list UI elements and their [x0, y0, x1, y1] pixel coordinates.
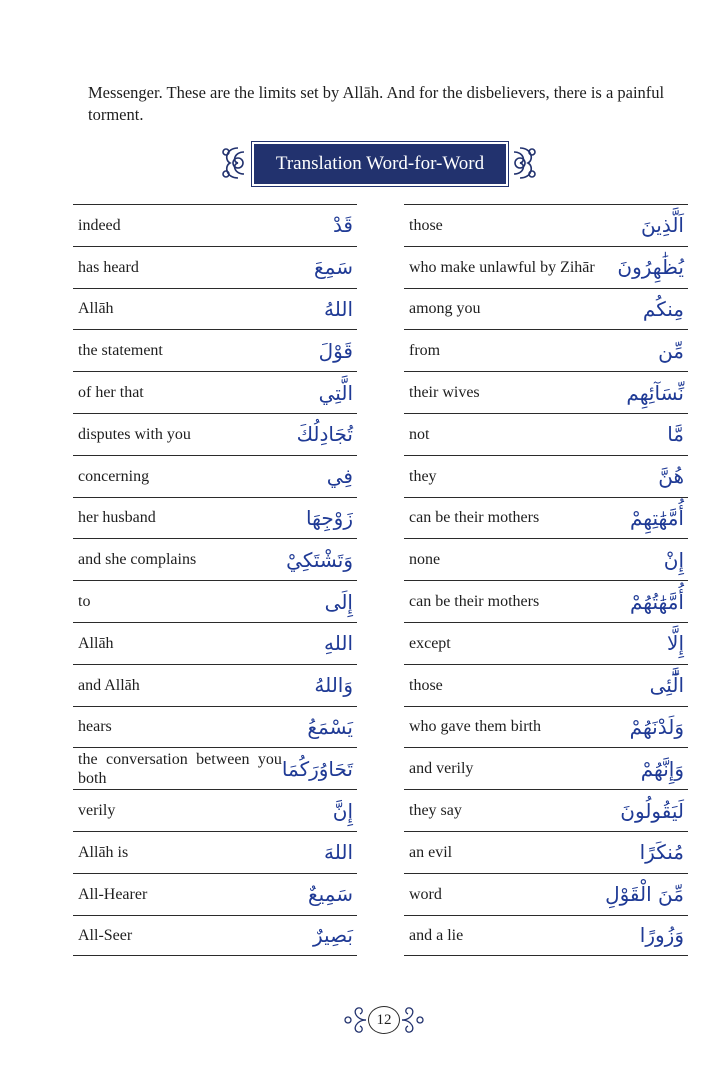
arabic-word: تُجَادِلُكَ — [296, 422, 353, 447]
table-row — [73, 329, 357, 371]
arabic-word: اللهِ — [324, 631, 353, 656]
english-meaning: Allāh — [78, 634, 114, 652]
table-row — [404, 413, 688, 455]
arabic-word: يَسْمَعُ — [307, 714, 353, 739]
table-row — [73, 246, 357, 288]
table-row — [404, 831, 688, 873]
arabic-word: إِلَى — [324, 589, 353, 614]
arabic-word: قَوْلَ — [318, 338, 353, 363]
arabic-word: سَمِيعٌ — [308, 882, 353, 907]
arabic-word: تَحَاوُرَكُمَا — [281, 756, 353, 781]
english-meaning: and she complains — [78, 551, 197, 569]
english-meaning: not — [409, 425, 430, 443]
table-row — [404, 747, 688, 789]
table-row — [73, 288, 357, 330]
english-meaning: can be their mothers — [409, 509, 540, 527]
table-row — [73, 371, 357, 413]
english-meaning: has heard — [78, 258, 139, 276]
table-row — [73, 789, 357, 831]
english-meaning: Allāh is — [78, 843, 129, 861]
arabic-word: لَيَقُولُونَ — [620, 798, 684, 823]
table-row — [73, 580, 357, 622]
english-meaning: can be their mothers — [409, 593, 540, 611]
english-meaning: verily — [78, 802, 116, 820]
table-row — [73, 915, 357, 957]
table-row — [404, 246, 688, 288]
footer-ornament-left-icon — [340, 1000, 370, 1040]
table-row — [73, 455, 357, 497]
arabic-word: اللهَ — [324, 840, 353, 865]
table-row — [73, 497, 357, 539]
arabic-word: يُظَٰهِرُونَ — [617, 255, 684, 280]
ornament-right-icon — [500, 140, 540, 186]
arabic-word: بَصِيرٌ — [313, 923, 353, 948]
table-row — [73, 622, 357, 664]
arabic-word: وَزُورًا — [639, 923, 684, 948]
arabic-word: وَإِنَّهُمْ — [640, 756, 684, 781]
table-row — [73, 747, 357, 789]
english-meaning: and verily — [409, 760, 474, 778]
table-row — [404, 329, 688, 371]
arabic-word: هُنَّ — [658, 464, 684, 489]
arabic-word: وَاللهُ — [314, 673, 353, 698]
english-meaning: who make unlawful by Zihār — [409, 258, 595, 276]
arabic-word: إِنَّ — [332, 798, 353, 823]
english-meaning: none — [409, 551, 441, 569]
table-row — [404, 538, 688, 580]
arabic-word: سَمِعَ — [314, 255, 353, 280]
footer-ornament-right-icon — [398, 1000, 428, 1040]
english-meaning: word — [409, 885, 442, 903]
table-row — [73, 831, 357, 873]
english-meaning: All-Hearer — [78, 885, 148, 903]
table-row — [404, 664, 688, 706]
table-row — [404, 455, 688, 497]
english-meaning: those — [409, 216, 443, 234]
arabic-word: مَّا — [667, 422, 684, 447]
banner-title: Translation Word-for-Word — [252, 142, 508, 186]
english-meaning: the conversation between you both — [78, 750, 282, 787]
english-meaning: concerning — [78, 467, 150, 485]
table-row — [73, 204, 357, 246]
table-row — [404, 873, 688, 915]
table-row — [404, 371, 688, 413]
english-meaning: from — [409, 342, 441, 360]
arabic-word: أُمَّهَٰتِهِمْ — [629, 505, 684, 530]
arabic-word: الَّتِي — [318, 380, 353, 405]
english-meaning: and a lie — [409, 926, 464, 944]
arabic-word: اَلَّذِينَ — [641, 213, 684, 238]
english-meaning: to — [78, 593, 91, 611]
table-row — [404, 706, 688, 748]
section-banner — [218, 140, 540, 186]
table-row — [73, 413, 357, 455]
english-meaning: they say — [409, 802, 462, 820]
english-meaning: disputes with you — [78, 425, 191, 443]
arabic-word: زَوْجِهَا — [306, 505, 353, 530]
table-row — [404, 288, 688, 330]
english-meaning: except — [409, 634, 451, 652]
english-meaning: among you — [409, 300, 481, 318]
arabic-word: وَلَدْنَهُمْ — [629, 714, 684, 739]
english-meaning: her husband — [78, 509, 156, 527]
english-meaning: Allāh — [78, 300, 114, 318]
table-row — [404, 497, 688, 539]
arabic-word: مِنكُم — [642, 296, 684, 321]
right-word-table — [404, 204, 688, 956]
english-meaning: their wives — [409, 384, 480, 402]
intro-paragraph: Messenger. These are the limits set by Allāh. And for the disbelievers, there is a painful torment. — [88, 83, 665, 124]
english-meaning: who gave them birth — [409, 718, 541, 736]
arabic-word: إِنْ — [663, 547, 684, 572]
english-meaning: an evil — [409, 843, 453, 861]
table-row — [73, 873, 357, 915]
arabic-word: وَتَشْتَكِيْ — [286, 547, 353, 572]
english-meaning: indeed — [78, 216, 121, 234]
page-number: 12 — [368, 1006, 400, 1034]
arabic-word: إِلَّا — [667, 631, 684, 656]
table-row — [73, 664, 357, 706]
english-meaning: those — [409, 676, 443, 694]
table-row — [404, 915, 688, 957]
table-row — [404, 204, 688, 246]
table-row — [73, 706, 357, 748]
english-meaning: and Allāh — [78, 676, 140, 694]
table-row — [404, 580, 688, 622]
arabic-word: مُنكَرًا — [639, 840, 684, 865]
arabic-word: نِّسَآئِهِم — [626, 380, 684, 405]
left-word-table — [73, 204, 357, 956]
arabic-word: الَّٰٓئِى — [649, 673, 684, 698]
english-meaning: All-Seer — [78, 926, 133, 944]
arabic-word: فِي — [326, 464, 353, 489]
arabic-word: قَدْ — [332, 213, 353, 238]
table-row — [404, 622, 688, 664]
arabic-word: مِّن — [658, 338, 684, 363]
english-meaning: the statement — [78, 342, 163, 360]
arabic-word: اللهُ — [324, 296, 353, 321]
arabic-word: مِّنَ الْقَوْلِ — [605, 882, 684, 907]
english-meaning: of her that — [78, 384, 144, 402]
arabic-word: أُمَّهَٰتُهُمْ — [629, 589, 684, 614]
table-row — [404, 789, 688, 831]
english-meaning: they — [409, 467, 437, 485]
page-footer — [338, 1000, 428, 1040]
english-meaning: hears — [78, 718, 112, 736]
table-row — [73, 538, 357, 580]
